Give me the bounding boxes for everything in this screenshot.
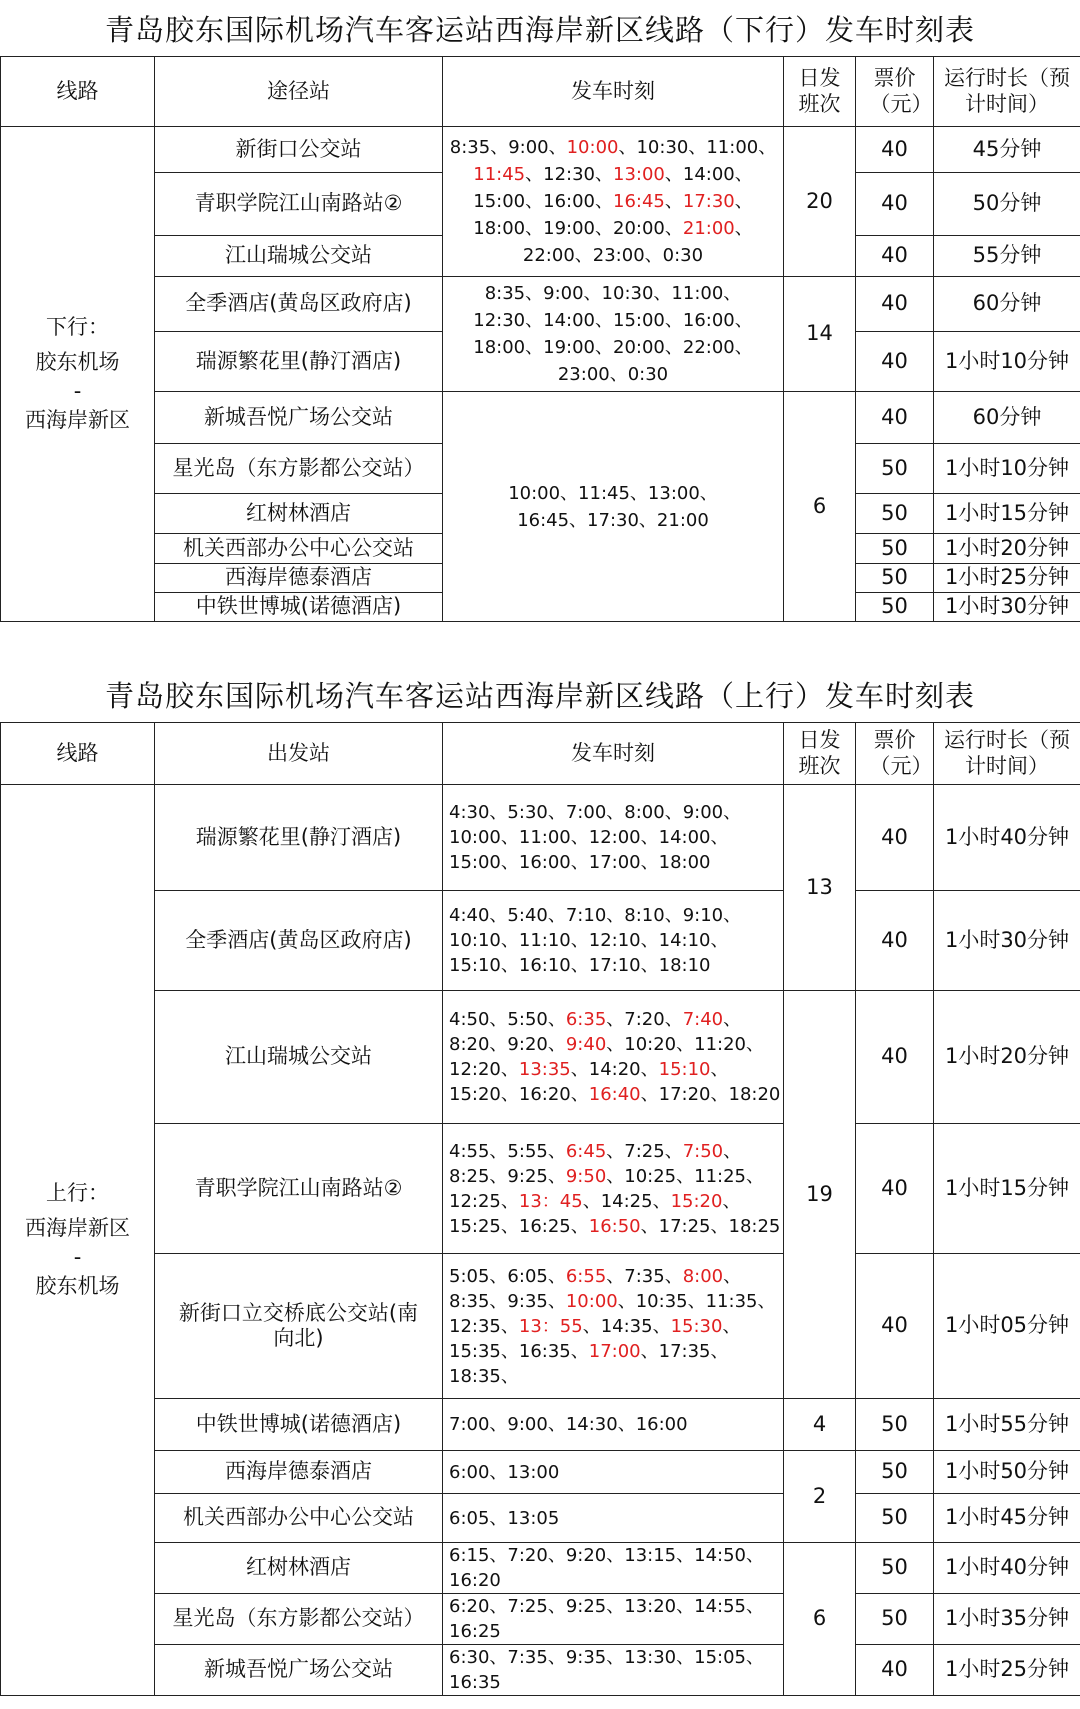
header-daily-text: 日发班次 xyxy=(798,66,841,116)
down-title: 青岛胶东国际机场汽车客运站西海岸新区线路（下行）发车时刻表 xyxy=(104,13,975,47)
departure-time: 4:40 xyxy=(449,905,490,926)
departure-time: 15:35 xyxy=(449,1340,501,1362)
header-price xyxy=(856,57,934,127)
table-row xyxy=(1,1124,1080,1254)
departure-time: 16:35 xyxy=(518,1340,571,1362)
ticket-price: 40 xyxy=(856,1254,934,1399)
ticket-price: 40 xyxy=(856,891,934,991)
header-stations: 出发站 xyxy=(155,723,443,785)
departure-times xyxy=(443,891,784,991)
table-row xyxy=(1,1494,1080,1543)
ticket-price: 40 xyxy=(856,392,934,444)
table-row xyxy=(1,1543,1080,1594)
station-name: 全季酒店(黄岛区政府店) xyxy=(155,277,443,332)
departure-times-text: 4:30、5:30、7:00、8:00、9:00、10:00、11:00、12:00、14:00、15:00、16:00、17:00、18:00 xyxy=(449,802,742,873)
station-name: 新城吾悦广场公交站 xyxy=(155,392,443,444)
departure-time: 17:00 xyxy=(588,1340,641,1362)
departure-time: 6:05 xyxy=(507,1265,548,1287)
departure-times: 10:00、11:45、13:00、16:45、17:30、21:00 xyxy=(443,392,784,622)
travel-duration: 1小时25分钟 xyxy=(934,1645,1080,1696)
departure-time: 12:00 xyxy=(588,827,641,848)
ticket-price: 50 xyxy=(856,1494,934,1543)
table-row xyxy=(1,891,1080,991)
route-line4: 胶东机场 xyxy=(35,1274,120,1299)
departure-time: 4:55 xyxy=(449,1140,490,1162)
travel-duration: 1小时55分钟 xyxy=(934,1399,1080,1451)
daily-count: 14 xyxy=(784,277,856,392)
daily-count: 2 xyxy=(784,1451,856,1543)
departure-time: 8:20 xyxy=(449,1034,490,1055)
departure-time: 10:00 xyxy=(565,1290,618,1312)
departure-time: 21:00 xyxy=(682,218,735,239)
station-name: 西海岸德泰酒店 xyxy=(155,1451,443,1494)
travel-duration: 1小时35分钟 xyxy=(934,1594,1080,1645)
route-line3: - xyxy=(73,1245,82,1269)
header-daily xyxy=(784,57,856,127)
departure-time: 4:50 xyxy=(449,1009,490,1030)
travel-duration: 1小时50分钟 xyxy=(934,1451,1080,1494)
travel-duration: 1小时30分钟 xyxy=(934,891,1080,991)
station-name: 全季酒店(黄岛区政府店) xyxy=(155,891,443,991)
station-name: 中铁世博城(诺德酒店) xyxy=(155,593,443,622)
ticket-price: 50 xyxy=(856,564,934,593)
station-name: 新城吾悦广场公交站 xyxy=(155,1645,443,1696)
down-header-row xyxy=(1,57,1080,127)
departure-times xyxy=(443,1124,784,1254)
departure-time: 11:10 xyxy=(518,930,571,951)
departure-time: 10:00 xyxy=(449,827,501,848)
departure-time: 22:00 xyxy=(522,245,575,266)
header-daily xyxy=(784,723,856,785)
departure-time: 6:35 xyxy=(565,1009,607,1030)
ticket-price: 40 xyxy=(856,991,934,1124)
header-duration xyxy=(934,57,1080,127)
departure-time: 9:25 xyxy=(507,1165,548,1187)
header-price xyxy=(856,723,934,785)
departure-times-text: 5:05、6:05、6:55、7:35、8:00、8:35、9:35、10:00、10:35、11:35、12:35、13：55、14:35、15:30、15:35、16:35、17:00、17:35、18:35、 xyxy=(449,1265,776,1387)
station-name xyxy=(155,1254,443,1399)
travel-duration: 60分钟 xyxy=(934,392,1080,444)
ticket-price: 40 xyxy=(856,236,934,277)
station-name: 中铁世博城(诺德酒店) xyxy=(155,1399,443,1451)
travel-duration: 1小时15分钟 xyxy=(934,1124,1080,1254)
route-line3: - xyxy=(73,379,82,403)
departure-time: 5:05 xyxy=(449,1265,490,1287)
departure-time: 12:30 xyxy=(543,164,595,185)
station-name: 青职学院江山南路站② xyxy=(155,173,443,236)
departure-time: 9:40 xyxy=(565,1034,607,1055)
departure-time: 16:20 xyxy=(518,1084,571,1105)
station-name: 瑞源繁花里(静汀酒店) xyxy=(155,332,443,392)
station-name: 江山瑞城公交站 xyxy=(155,236,443,277)
departure-time: 11:45 xyxy=(473,164,526,185)
departure-times-text: 8:35、9:00、10:00、10:30、11:00、11:45、12:30、13:00、14:00、15:00、16:00、16:45、17:30、18:00、19:00、20:00、21:00、22:00、23:00、0:30 xyxy=(449,137,777,266)
station-name: 星光岛（东方影都公交站） xyxy=(155,444,443,494)
departure-time: 9:00 xyxy=(682,802,724,823)
departure-time: 12:25 xyxy=(449,1190,501,1212)
station-name: 星光岛（东方影都公交站） xyxy=(155,1594,443,1645)
departure-time: 14:20 xyxy=(588,1059,641,1080)
daily-count: 6 xyxy=(784,392,856,622)
departure-time: 7:10 xyxy=(565,905,607,926)
departure-time: 11:20 xyxy=(694,1034,747,1055)
down-table xyxy=(0,56,1080,622)
departure-time: 17:30 xyxy=(682,191,735,212)
table-row xyxy=(1,1594,1080,1645)
departure-time: 17:00 xyxy=(588,852,641,873)
daily-count: 19 xyxy=(784,991,856,1399)
departure-time: 18:35 xyxy=(449,1365,501,1387)
ticket-price: 50 xyxy=(856,1543,934,1594)
header-daily-text: 日发班次 xyxy=(798,728,841,778)
route-label xyxy=(1,785,155,1696)
departure-times xyxy=(443,1254,784,1399)
departure-times xyxy=(443,991,784,1124)
ticket-price: 40 xyxy=(856,785,934,891)
route-label xyxy=(1,127,155,622)
header-duration xyxy=(934,723,1080,785)
departure-time: 13:35 xyxy=(518,1059,571,1080)
departure-time: 7:25 xyxy=(624,1140,665,1162)
header-times: 发车时刻 xyxy=(443,723,784,785)
departure-time: 15:30 xyxy=(670,1315,723,1337)
departure-time: 16:10 xyxy=(518,955,571,976)
departure-times-text: 4:55、5:55、6:45、7:25、7:50、8:25、9:25、9:50、10:25、11:25、12:25、13：45、14:25、15:20、15:25、16:25、16:50、17:25、18:25 xyxy=(449,1140,781,1237)
departure-times: 6:15、7:20、9:20、13:15、14:50、16:20 xyxy=(443,1543,784,1594)
travel-duration: 1小时25分钟 xyxy=(934,564,1080,593)
departure-time: 17:20 xyxy=(658,1084,711,1105)
ticket-price: 40 xyxy=(856,173,934,236)
travel-duration: 1小时10分钟 xyxy=(934,444,1080,494)
departure-times xyxy=(443,785,784,891)
table-row xyxy=(1,1399,1080,1451)
departure-time: 8:00 xyxy=(682,1265,724,1287)
travel-duration: 1小时30分钟 xyxy=(934,593,1080,622)
header-duration-text: 运行时长（预计时间） xyxy=(944,66,1070,116)
departure-time: 11:00 xyxy=(518,827,571,848)
travel-duration: 50分钟 xyxy=(934,173,1080,236)
header-price-text: 票价（元） xyxy=(869,66,933,116)
ticket-price: 50 xyxy=(856,1451,934,1494)
departure-time: 0:30 xyxy=(662,245,704,266)
station-name: 青职学院江山南路站② xyxy=(155,1124,443,1254)
header-stations: 途径站 xyxy=(155,57,443,127)
daily-count: 4 xyxy=(784,1399,856,1451)
departure-time: 18:25 xyxy=(728,1215,781,1237)
departure-time: 14:25 xyxy=(600,1190,653,1212)
up-table xyxy=(0,722,1080,1696)
daily-count: 20 xyxy=(784,127,856,277)
travel-duration: 1小时20分钟 xyxy=(934,991,1080,1124)
departure-time: 15:20 xyxy=(449,1084,501,1105)
departure-time: 13：45 xyxy=(518,1190,583,1212)
departure-time: 18:00 xyxy=(658,852,711,873)
departure-time: 10:35 xyxy=(635,1290,688,1312)
ticket-price: 50 xyxy=(856,534,934,564)
departure-time: 9:00 xyxy=(508,137,549,158)
departure-time: 12:10 xyxy=(588,930,641,951)
travel-duration: 1小时10分钟 xyxy=(934,332,1080,392)
station-name: 机关西部办公中心公交站 xyxy=(155,534,443,564)
header-route: 线路 xyxy=(1,723,155,785)
departure-time: 16:00 xyxy=(543,191,595,212)
travel-duration: 1小时45分钟 xyxy=(934,1494,1080,1543)
table-row xyxy=(1,1451,1080,1494)
departure-time: 7:50 xyxy=(682,1140,724,1162)
up-title: 青岛胶东国际机场汽车客运站西海岸新区线路（上行）发车时刻表 xyxy=(104,679,975,713)
departure-time: 23:00 xyxy=(592,245,645,266)
departure-time: 14:00 xyxy=(658,827,711,848)
departure-time: 15:20 xyxy=(670,1190,723,1212)
station-name-text: 新街口立交桥底公交站(南向北) xyxy=(178,1300,419,1350)
header-times: 发车时刻 xyxy=(443,57,784,127)
departure-time: 13:00 xyxy=(613,164,665,185)
departure-time: 7:40 xyxy=(682,1009,724,1030)
departure-time: 15:00 xyxy=(473,191,526,212)
ticket-price: 40 xyxy=(856,1124,934,1254)
table-row xyxy=(1,1645,1080,1696)
travel-duration: 55分钟 xyxy=(934,236,1080,277)
departure-time: 17:25 xyxy=(658,1215,711,1237)
departure-time: 7:35 xyxy=(624,1265,665,1287)
station-name: 机关西部办公中心公交站 xyxy=(155,1494,443,1543)
station-name: 西海岸德泰酒店 xyxy=(155,564,443,593)
departure-time: 16:25 xyxy=(518,1215,571,1237)
departure-time: 10:20 xyxy=(624,1034,677,1055)
departure-time: 7:20 xyxy=(624,1009,665,1030)
ticket-price: 40 xyxy=(856,1645,934,1696)
departure-time: 18:10 xyxy=(658,955,711,976)
departure-time: 10:25 xyxy=(624,1165,677,1187)
table-row xyxy=(1,392,1080,444)
departure-time: 18:20 xyxy=(728,1084,781,1105)
departure-times: 7:00、9:00、14:30、16:00 xyxy=(443,1399,784,1451)
departure-times: 6:30、7:35、9:35、13:30、15:05、16:35 xyxy=(443,1645,784,1696)
departure-time: 18:00 xyxy=(473,218,526,239)
route-line4: 西海岸新区 xyxy=(25,408,130,433)
departure-times: 6:05、13:05 xyxy=(443,1494,784,1543)
departure-time: 6:55 xyxy=(565,1265,607,1287)
table-row xyxy=(1,991,1080,1124)
departure-time: 5:30 xyxy=(507,802,548,823)
up-header-row xyxy=(1,723,1080,785)
departure-times-text: 4:40、5:40、7:10、8:10、9:10、10:10、11:10、12:10、14:10、15:10、16:10、17:10、18:10 xyxy=(449,905,742,976)
travel-duration: 60分钟 xyxy=(934,277,1080,332)
departure-time: 8:00 xyxy=(624,802,665,823)
departure-times: 8:35、9:00、10:30、11:00、12:30、14:00、15:00、16:00、18:00、19:00、20:00、22:00、23:00、0:30 xyxy=(443,277,784,392)
departure-time: 10:10 xyxy=(449,930,501,951)
departure-time: 12:20 xyxy=(449,1059,501,1080)
ticket-price: 50 xyxy=(856,593,934,622)
departure-time: 15:10 xyxy=(449,955,501,976)
route-line1: 下行： xyxy=(46,314,109,339)
departure-time: 15:00 xyxy=(449,852,501,873)
header-duration-text: 运行时长（预计时间） xyxy=(944,728,1070,778)
departure-time: 14:35 xyxy=(600,1315,653,1337)
departure-time: 16:00 xyxy=(518,852,571,873)
table-row xyxy=(1,277,1080,332)
header-route: 线路 xyxy=(1,57,155,127)
departure-time: 10:00 xyxy=(566,137,619,158)
station-name: 红树林酒店 xyxy=(155,1543,443,1594)
departure-time: 9:20 xyxy=(507,1034,548,1055)
departure-time: 20:00 xyxy=(613,218,665,239)
departure-time: 4:30 xyxy=(449,802,490,823)
ticket-price: 50 xyxy=(856,494,934,534)
departure-time: 8:25 xyxy=(449,1165,490,1187)
departure-time: 11:25 xyxy=(694,1165,747,1187)
departure-time: 13：55 xyxy=(518,1315,583,1337)
header-price-text: 票价（元） xyxy=(869,728,933,778)
departure-times-text: 4:50、5:50、6:35、7:20、7:40、8:20、9:20、9:40、10:20、11:20、12:20、13:35、14:20、15:10、15:20、16:20、16:40、17:20、18:20 xyxy=(449,1009,781,1105)
departure-time: 9:50 xyxy=(565,1165,607,1187)
departure-time: 6:45 xyxy=(565,1140,607,1162)
departure-time: 15:10 xyxy=(658,1059,711,1080)
departure-time: 12:35 xyxy=(449,1315,501,1337)
departure-time: 5:55 xyxy=(507,1140,548,1162)
departure-time: 15:25 xyxy=(449,1215,501,1237)
departure-time: 7:00 xyxy=(565,802,607,823)
departure-times xyxy=(443,127,784,277)
daily-count: 6 xyxy=(784,1543,856,1696)
departure-time: 19:00 xyxy=(543,218,595,239)
departure-times: 6:00、13:00 xyxy=(443,1451,784,1494)
ticket-price: 40 xyxy=(856,127,934,173)
route-line2: 西海岸新区 xyxy=(25,1215,130,1240)
travel-duration: 45分钟 xyxy=(934,127,1080,173)
table-row xyxy=(1,785,1080,891)
departure-time: 8:35 xyxy=(449,137,491,158)
departure-time: 16:50 xyxy=(588,1215,641,1237)
departure-time: 16:40 xyxy=(588,1084,641,1105)
departure-time: 11:35 xyxy=(705,1290,758,1312)
departure-time: 14:00 xyxy=(682,164,735,185)
travel-duration: 1小时20分钟 xyxy=(934,534,1080,564)
departure-time: 16:45 xyxy=(613,191,665,212)
route-line2: 胶东机场 xyxy=(35,349,120,374)
ticket-price: 50 xyxy=(856,1399,934,1451)
down-timetable xyxy=(0,0,1080,628)
departure-time: 11:00 xyxy=(706,137,759,158)
departure-time: 17:10 xyxy=(588,955,641,976)
ticket-price: 40 xyxy=(856,332,934,392)
departure-times: 6:20、7:25、9:25、13:20、14:55、16:25 xyxy=(443,1594,784,1645)
travel-duration: 1小时05分钟 xyxy=(934,1254,1080,1399)
departure-time: 9:35 xyxy=(507,1290,548,1312)
travel-duration: 1小时40分钟 xyxy=(934,785,1080,891)
ticket-price: 40 xyxy=(856,277,934,332)
up-timetable xyxy=(0,664,1080,1709)
departure-time: 5:50 xyxy=(507,1009,548,1030)
route-line1: 上行： xyxy=(46,1180,109,1205)
station-name: 红树林酒店 xyxy=(155,494,443,534)
travel-duration: 1小时15分钟 xyxy=(934,494,1080,534)
table-row xyxy=(1,127,1080,173)
station-name: 瑞源繁花里(静汀酒店) xyxy=(155,785,443,891)
station-name: 新街口公交站 xyxy=(155,127,443,173)
departure-time: 10:30 xyxy=(636,137,689,158)
departure-time: 17:35 xyxy=(658,1340,711,1362)
travel-duration: 1小时40分钟 xyxy=(934,1543,1080,1594)
ticket-price: 50 xyxy=(856,444,934,494)
departure-time: 8:10 xyxy=(624,905,665,926)
departure-time: 14:10 xyxy=(658,930,711,951)
station-name: 江山瑞城公交站 xyxy=(155,991,443,1124)
departure-time: 9:10 xyxy=(682,905,724,926)
departure-time: 5:40 xyxy=(507,905,548,926)
table-row xyxy=(1,1254,1080,1399)
daily-count: 13 xyxy=(784,785,856,991)
departure-time: 8:35 xyxy=(449,1290,490,1312)
ticket-price: 50 xyxy=(856,1594,934,1645)
